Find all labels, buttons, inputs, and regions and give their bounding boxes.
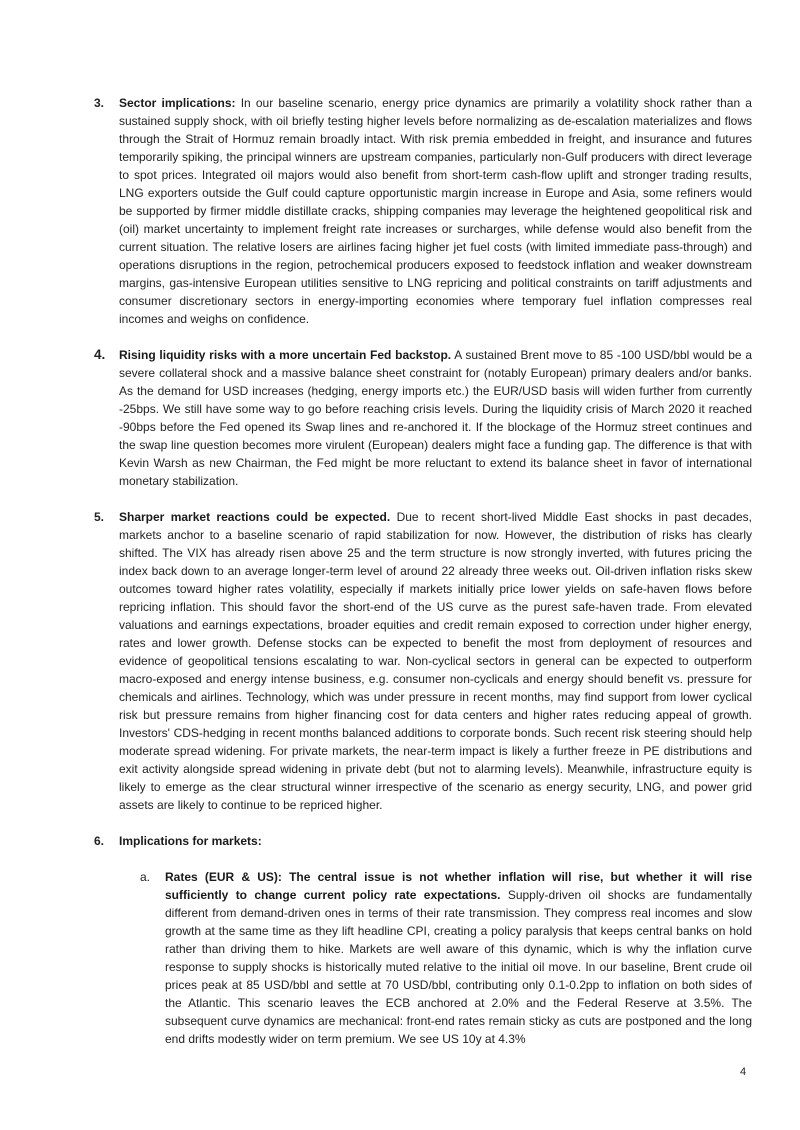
item-heading: Sharper market reactions could be expected. bbox=[119, 510, 391, 524]
sub-item-body bbox=[165, 868, 752, 1048]
item-number: 6. bbox=[94, 834, 105, 848]
item-body bbox=[119, 346, 752, 490]
item-body bbox=[119, 832, 752, 1048]
page-number: 4 bbox=[740, 1066, 747, 1078]
item-text: In our baseline scenario, energy price dynamics are primarily a volatility shock rather than a sustained supply shock, with oil briefly testing higher levels before normalizing as de-escalation materializes and flows through the Strait of Hormuz remain broadly intact. With risk premia embedded in freight, and insurance and futures temporarily spiking, the principal winners are upstream companies, particularly non-Gulf producers with direct leverage to spot prices. Integrated oil majors would also benefit from short-term cash-flow uplift and stronger trading results, LNG exporters outside the Gulf could capture opportunistic margin increase in Europe and Asia, some refiners would be supported by firmer middle distillate cracks, shipping companies may leverage the heightened geopolitical risk and (oil) market uncertainty to implement freight rate increases or surcharges, while defense would also benefit from the current situation. The relative losers are airlines facing higher jet fuel costs (with limited immediate pass-through) and operations disruptions in the region, petrochemical producers exposed to feedstock inflation and weaker downstream margins, gas-intensive European utilities sensitive to LNG repricing and political constraints on tariff adjustments and consumer discretionary sectors in energy-importing economies where temporary fuel inflation compresses real incomes and weighs on confidence. bbox=[119, 96, 752, 326]
sub-item-letter: a. bbox=[140, 870, 151, 884]
list-item-5 bbox=[94, 508, 752, 814]
list-item-6 bbox=[94, 832, 752, 1048]
item-heading: Sector implications: bbox=[119, 96, 236, 110]
item-number: 3. bbox=[94, 96, 105, 110]
item-body bbox=[119, 94, 752, 328]
list-item-4 bbox=[94, 346, 752, 490]
sub-item-text: Supply-driven oil shocks are fundamentally different from demand-driven ones in terms of their rate transmission. They compress real incomes and slow growth at the same time as they lift headline CPI, creating a policy paralysis that keeps central banks on hold rather than driving them to hike. Markets are well aware of this dynamic, which is why the inflation curve response to supply shocks is historically muted relative to the initial oil move. In our baseline, Brent crude oil prices peak at 85 USD/bbl and settle at 70 USD/bbl, contributing only 0.1-0.2pp to inflation on both sides of the Atlantic. This scenario leaves the ECB anchored at 2.0% and the Federal Reserve at 3.5%. The subsequent curve dynamics are mechanical: front-end rates remain sticky as cuts are postponed and the long end drifts modestly wider on term premium. We see US 10y at 4.3% bbox=[165, 888, 752, 1046]
item-text: Due to recent short-lived Middle East shocks in past decades, markets anchor to a baseline scenario of rapid stabilization for now. However, the distribution of risks has clearly shifted. The VIX has already risen above 25 and the term structure is now strongly inverted, with futures pricing the index back down to an average longer-term level of around 22 already three weeks out. Oil-driven inflation risks skew outcomes toward higher rates volatility, especially if markets initially price lower yields on safe-haven flows before repricing inflation. This should favor the short-end of the US curve as the purest safe-haven trade. From elevated valuations and earnings expectations, broader equities and credit remain exposed to correction under higher energy, rates and lower growth. Defense stocks can be expected to benefit the most from deployment of resources and evidence of geopolitical tensions escalating to war. Non-cyclical sectors in general can be expected to outperform macro-exposed and energy intense business, e.g. consumer non-cyclicals and energy should benefit vs. pressure for chemicals and airlines. Technology, which was under pressure in recent months, may find support from lower cyclical risk but pressure remains from higher financing cost for data centers and higher rates reducing appeal of growth. Investors' CDS-hedging in recent months balanced additions to corporate bonds. Such recent risk steering should help moderate spread widening. For private markets, the near-term impact is likely a further freeze in PE distributions and exit activity alongside spread widening in private debt (but not to alarming levels). Meanwhile, infrastructure equity is likely to emerge as the clear structural winner irrespective of the scenario as energy security, LNG, and power grid assets are likely to continue to be repriced higher. bbox=[119, 510, 752, 812]
numbered-list bbox=[94, 94, 752, 1066]
item-number: 5. bbox=[94, 510, 105, 524]
item-number: 4. bbox=[94, 347, 106, 362]
item-body bbox=[119, 508, 752, 814]
item-text: A sustained Brent move to 85 -100 USD/bbl would be a severe collateral shock and a massive balance sheet constraint for (notably European) primary dealers and/or banks. As the demand for USD increases (hedging, energy imports etc.) the EUR/USD basis will widen further from currently -25bps. We still have some way to go before reaching crisis levels. During the liquidity crisis of March 2020 it reached -90bps before the Fed opened its Swap lines and re-anchored it. If the blockage of the Hormuz street continues and the swap line question becomes more virulent (European) dealers might face a funding gap. The difference is that with Kevin Warsh as new Chairman, the Fed might be more reluctant to extend its balance sheet in favor of international monetary stabilization. bbox=[119, 348, 752, 488]
item-heading: Implications for markets: bbox=[119, 834, 262, 848]
list-item-3 bbox=[94, 94, 752, 328]
item-heading: Rising liquidity risks with a more uncertain Fed backstop. bbox=[119, 348, 452, 362]
sub-item-a bbox=[140, 868, 752, 1048]
sub-item-heading: Rates (EUR & US): The central issue is not whether inflation will rise, but whether it will rise sufficiently to change current policy rate expectations. bbox=[165, 870, 752, 902]
